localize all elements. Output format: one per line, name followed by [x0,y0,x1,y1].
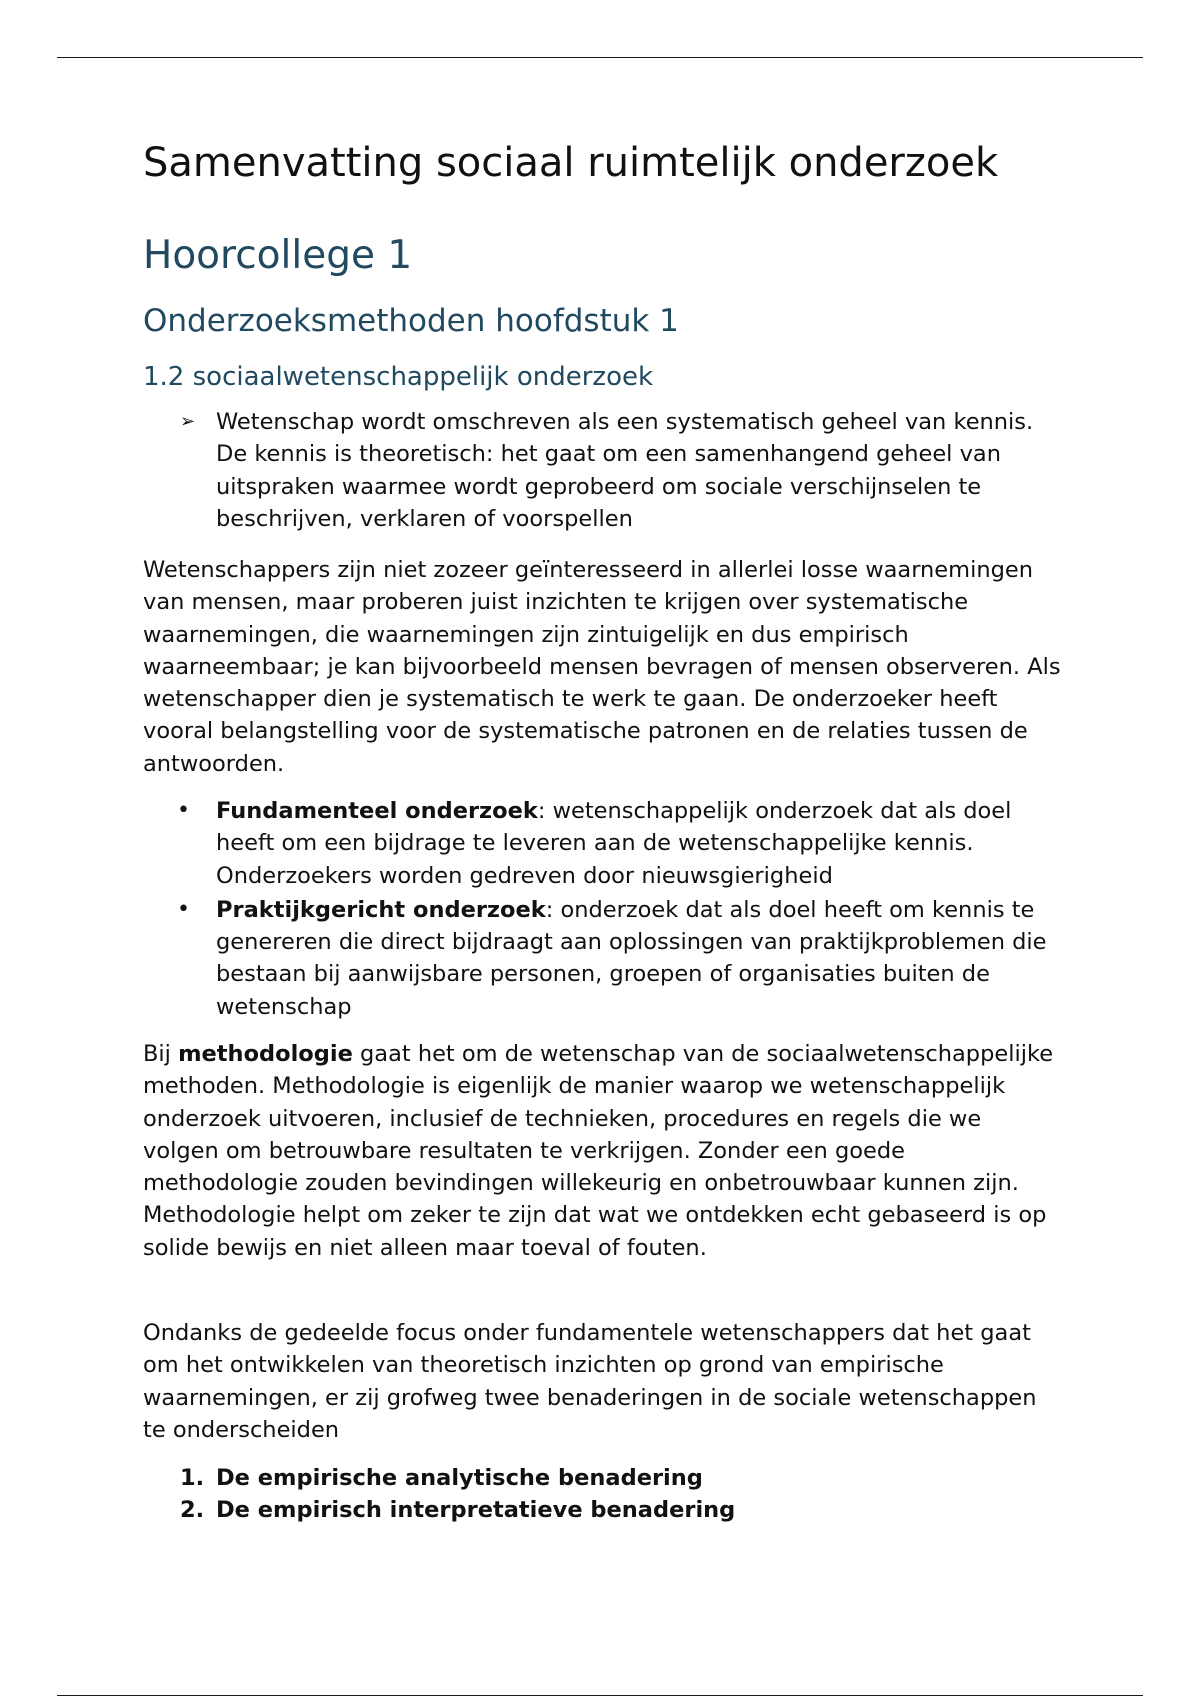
list-number: 2. [180,1497,205,1524]
bullet-list-item [143,795,1063,892]
document-title: Samenvatting sociaal ruimtelijk onderzoek [143,140,999,186]
bullet-term-fundamenteel: Fundamenteel onderzoek [216,798,538,824]
top-page-rule [57,57,1143,58]
paragraph-methodologie-text: gaat het om de wetenschap van de sociaalwetenschappelijke methoden. Methodologie is eigenlijk de manier waarop we wetenschappelijk onderzoek uitvoeren, inclusief de technieken, procedures en regels die we volgen om betrouwbare resultaten te verkrijgen. Zonder een goede methodologie zouden bevindingen willekeurig en onbetrouwbaar kunnen zijn. Methodologie helpt om zeker te zijn dat wat we ontdekken echt gebaseerd is op solide bewijs en niet alleen maar toeval of fouten. [143,1041,1054,1261]
bullet-list-item [143,894,1063,1023]
bullet-list [143,795,1063,1023]
heading-section-1-2: 1.2 sociaalwetenschappelijk onderzoek [143,362,654,392]
bullet-icon: • [177,896,190,922]
bottom-page-rule [57,1695,1143,1696]
paragraph-benaderingen: Ondanks de gedeelde focus onder fundamentele wetenschappers dat het gaat om het ontwikkelen van theoretisch inzichten op grond van empirische waarnemingen, er zij grofweg twee benaderingen in de sociale wetenschappen te onderscheiden [143,1320,1037,1443]
numbered-list-item [143,1494,1063,1526]
numbered-list-item-text: De empirisch interpretatieve benadering [216,1497,736,1524]
arrow-list-item-text: Wetenschap wordt omschreven als een systematisch geheel van kennis. De kennis is theoretisch: het gaat om een samenhangend geheel van uitspraken waarmee wordt geprobeerd om sociale verschijnselen te beschrijven, verklaren of voorspellen [216,409,1034,532]
arrow-bullet-icon: ➢ [180,411,196,432]
bullet-text-fundamenteel: : wetenschappelijk onderzoek dat als doel heeft om een bijdrage te leveren aan de wetenschappelijke kennis. Onderzoekers worden gedreven door nieuwsgierigheid [216,798,1012,889]
paragraph-wetenschappers: Wetenschappers zijn niet zozeer geïnteresseerd in allerlei losse waarnemingen van mensen, maar proberen juist inzichten te krijgen over systematische waarnemingen, die waarnemingen zijn zintuigelijk en dus empirisch waarneembaar; je kan bijvoorbeeld mensen bevragen of mensen observeren. Als wetenschapper dien je systematisch te werk te gaan. De onderzoeker heeft vooral belangstelling voor de systematische patronen en de relaties tussen de antwoorden. [143,557,1061,777]
heading-hoorcollege: Hoorcollege 1 [143,233,413,278]
arrow-list [143,406,1063,535]
arrow-list-item [143,406,1063,535]
bullet-term-praktijkgericht: Praktijkgericht onderzoek [216,896,546,923]
bullet-icon: • [177,798,190,823]
numbered-list-item-text: De empirische analytische benadering [216,1465,703,1491]
heading-onderzoeksmethoden: Onderzoeksmethoden hoofdstuk 1 [143,303,679,339]
numbered-list [143,1462,1063,1527]
paragraph-methodologie [143,1038,1063,1264]
bullet-text-praktijkgericht: : onderzoek dat als doel heeft om kennis te genereren die direct bijdraagt aan oplossingen van praktijkproblemen die bestaan bij aanwijsbare personen, groepen of organisaties buiten de wetenschap [216,896,1047,1020]
list-number: 1. [180,1465,205,1491]
numbered-list-item [143,1462,1063,1494]
paragraph-methodologie-term: methodologie [178,1041,353,1067]
paragraph-methodologie-prefix: Bij [143,1041,179,1067]
